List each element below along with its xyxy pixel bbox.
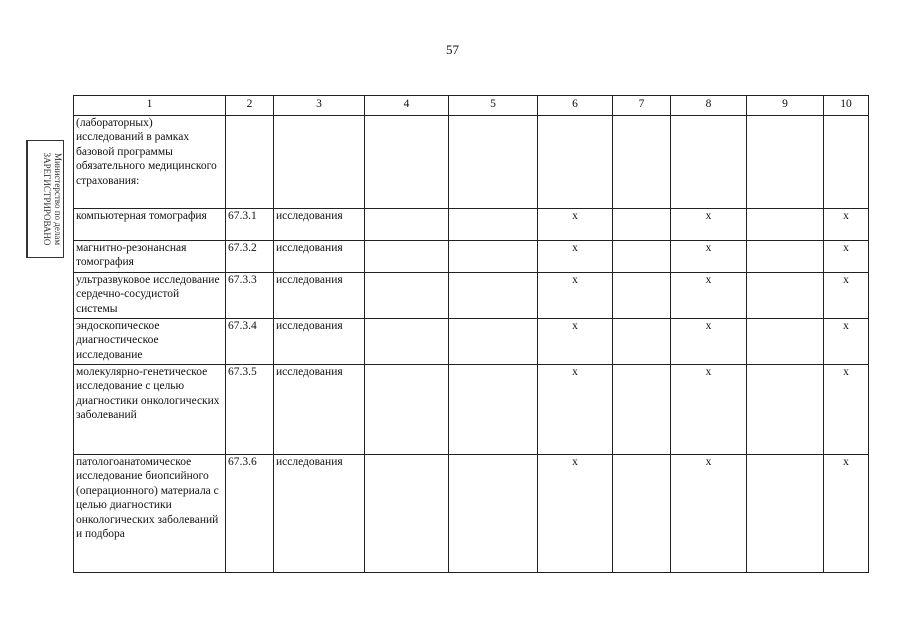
table-cell: x [538,273,613,319]
table-cell [449,365,538,455]
table-cell [365,116,449,209]
table-cell: x [671,365,747,455]
registration-stamp [26,140,64,258]
table-cell [671,116,747,209]
column-header: 1 [74,96,226,116]
table-cell: (лабораторных) исследований в рамках базовой программы обязательного медицинского страхования: [74,116,226,209]
table-cell: x [538,365,613,455]
header-row [74,96,869,116]
table-cell: 67.3.6 [226,455,274,573]
table-cell: исследования [274,319,365,365]
table-cell: компьютерная томография [74,209,226,241]
table-cell: x [824,209,869,241]
table-cell [747,319,824,365]
table-cell [449,116,538,209]
table-cell [747,209,824,241]
column-header: 6 [538,96,613,116]
table-cell: x [671,241,747,273]
table-cell: x [671,455,747,573]
table-row [74,455,869,573]
table-cell [449,209,538,241]
table-cell [274,116,365,209]
table-cell: исследования [274,241,365,273]
table-cell [613,319,671,365]
table-cell: 67.3.3 [226,273,274,319]
column-header: 3 [274,96,365,116]
table-cell: эндоскопическое диагностическое исследование [74,319,226,365]
table-cell [365,209,449,241]
table-cell: 67.3.5 [226,365,274,455]
table-cell: исследования [274,455,365,573]
column-header: 8 [671,96,747,116]
table-cell [226,116,274,209]
table-cell: x [671,273,747,319]
table-cell [613,116,671,209]
table-row [74,319,869,365]
table-row [74,116,869,209]
column-header: 7 [613,96,671,116]
table-cell: x [538,241,613,273]
table-cell: патологоанатомическое исследование биопсийного (операционного) материала с целью диагностики онкологических заболеваний и подбора [74,455,226,573]
table-row [74,209,869,241]
table-cell [613,241,671,273]
data-table [73,95,869,573]
column-header: 10 [824,96,869,116]
table-cell: исследования [274,365,365,455]
table-cell [613,273,671,319]
table-row [74,241,869,273]
table-cell [613,455,671,573]
table-cell: 67.3.2 [226,241,274,273]
column-header: 9 [747,96,824,116]
table-row [74,365,869,455]
table-cell: x [538,319,613,365]
table-cell [449,273,538,319]
table-cell [747,273,824,319]
table-cell [365,241,449,273]
table-cell: x [824,319,869,365]
table-cell: молекулярно-генетическое исследование с целью диагностики онкологических заболеваний [74,365,226,455]
table-cell [365,273,449,319]
stamp-line-1: Министерство по делам [52,152,63,246]
table-cell: 67.3.4 [226,319,274,365]
table-cell [747,116,824,209]
column-header: 4 [365,96,449,116]
table-cell [613,209,671,241]
table-cell: x [538,209,613,241]
table-cell [365,319,449,365]
stamp-line-2: ЗАРЕГИСТРИРОВАНО [41,152,52,246]
table-cell [747,241,824,273]
table-cell: x [671,209,747,241]
table-cell: магнитно-резонансная томография [74,241,226,273]
table-cell: x [824,273,869,319]
table-cell [449,455,538,573]
table-cell: x [824,365,869,455]
table-cell [538,116,613,209]
table-cell: 67.3.1 [226,209,274,241]
column-header: 2 [226,96,274,116]
page-number: 57 [446,42,459,57]
table-cell [747,365,824,455]
table-cell: x [538,455,613,573]
table-cell [747,455,824,573]
table-cell: x [824,455,869,573]
table-row [74,273,869,319]
table-cell: x [824,241,869,273]
table-cell [449,319,538,365]
table-cell [824,116,869,209]
table-cell [449,241,538,273]
column-header: 5 [449,96,538,116]
table-cell: ультразвуковое исследование сердечно-сосудистой системы [74,273,226,319]
table-cell: x [671,319,747,365]
table-cell: исследования [274,273,365,319]
table-cell [365,365,449,455]
table-cell: исследования [274,209,365,241]
table-cell [365,455,449,573]
table-cell [613,365,671,455]
